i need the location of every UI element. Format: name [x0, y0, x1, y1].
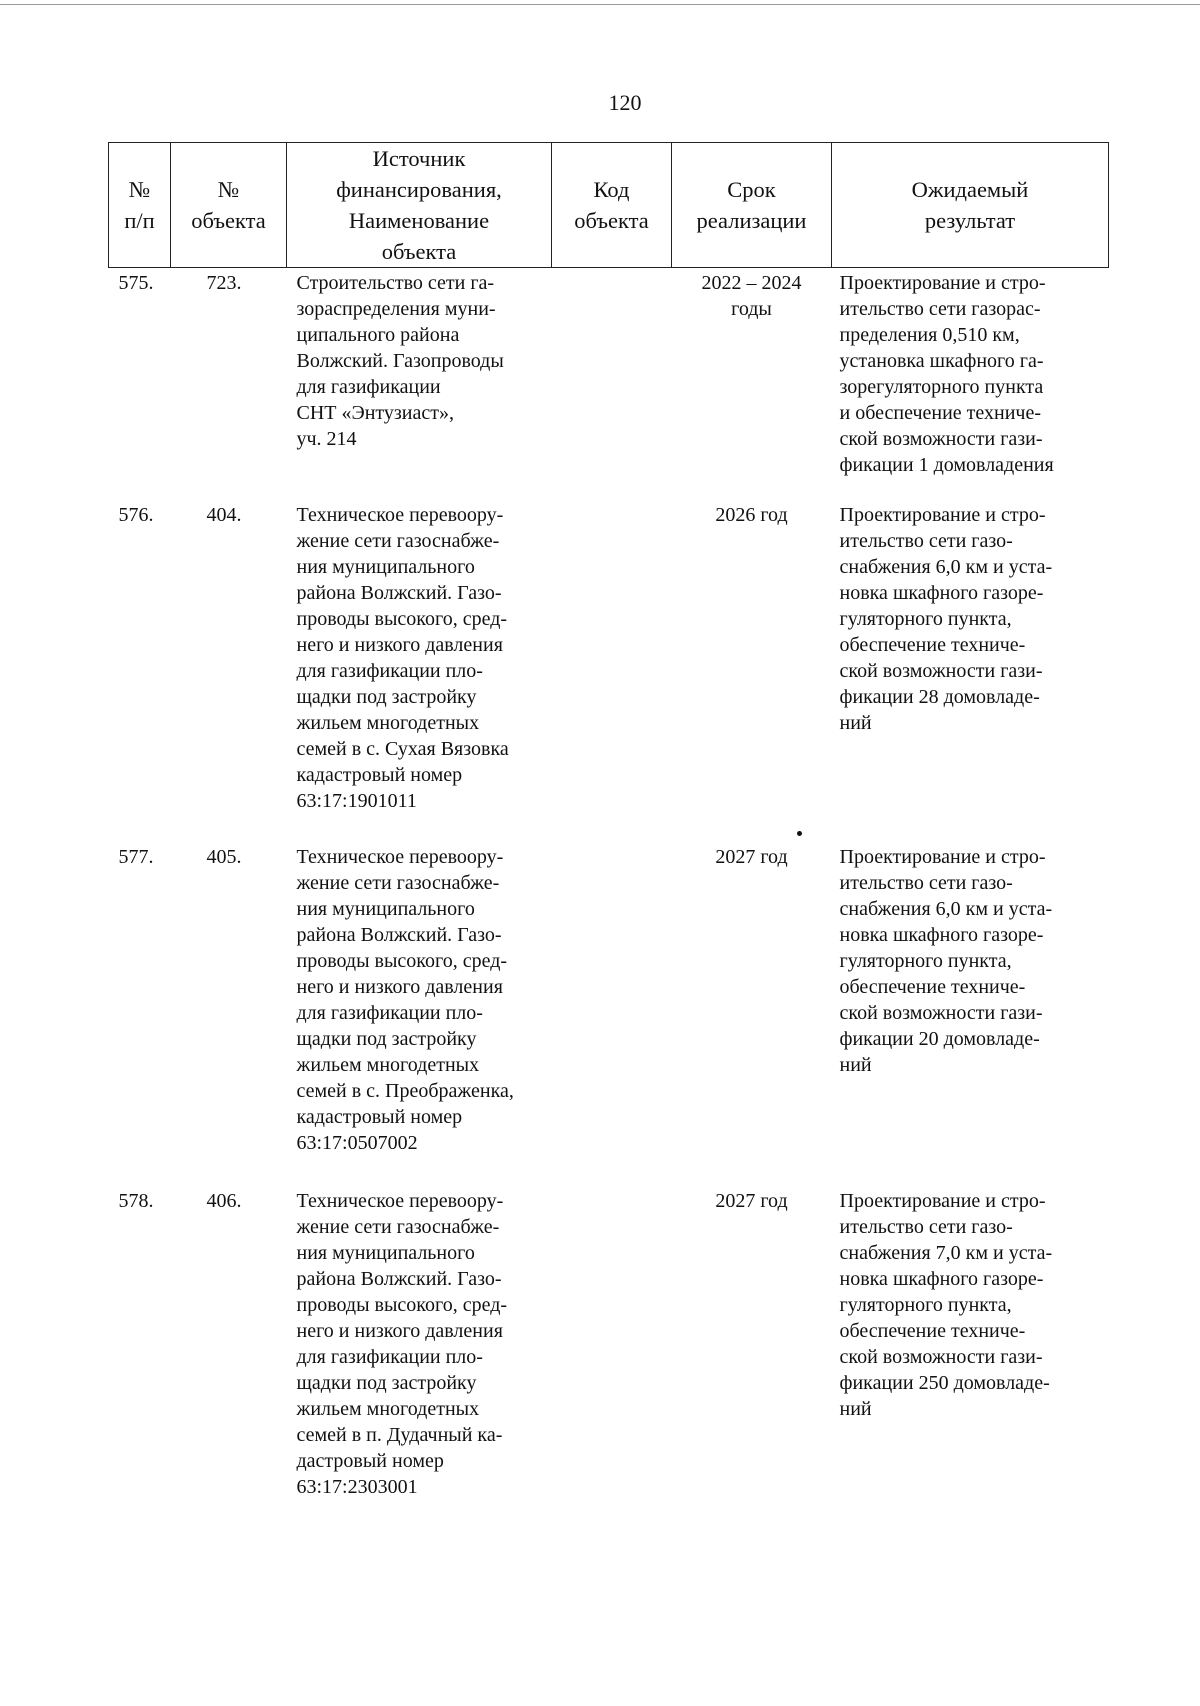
cell-np: 576. — [118, 504, 154, 526]
cell-term: 2022 – 2024 годы — [701, 272, 802, 320]
program-table — [108, 142, 1109, 1518]
cell-term: 2027 год — [715, 1190, 788, 1212]
header-code: Код объекта — [552, 143, 672, 268]
cell-result: Проектирование и стро- ительство сети газорас- пределения 0,510 км, установка шкафного га- зорегуляторного пункта и обеспечение техниче- ской возможности гази- фикации 1 домовладения — [839, 272, 1054, 476]
cell-result: Проектирование и стро- ительство сети газо- снабжения 7,0 км и уста- новка шкафного газоре- гуляторного пункта, обеспечение техниче- ской возможности гази- фикации 250 домовладе- ний — [839, 1190, 1053, 1420]
header-np: № п/п — [109, 143, 171, 268]
cell-code — [552, 268, 672, 503]
table-header — [109, 143, 1109, 268]
cell-code — [552, 844, 672, 1188]
table-row — [109, 844, 1109, 1188]
header-result: Ожидаемый результат — [832, 143, 1109, 268]
top-rule — [0, 4, 1200, 5]
scan-speck — [797, 831, 802, 836]
cell-source: Строительство сети га- зораспределения муни- ципального района Волжский. Газопроводы для газификации СНТ «Энтузиаст», уч. 214 — [296, 272, 504, 450]
cell-code — [552, 1188, 672, 1518]
table-row — [109, 502, 1109, 844]
table-row — [109, 1188, 1109, 1518]
page-number: 120 — [608, 90, 642, 115]
cell-code — [552, 502, 672, 844]
cell-term: 2027 год — [715, 846, 788, 868]
cell-source: Техническое перевоору- жение сети газоснабже- ния муниципального района Волжский. Газо- проводы высокого, сред- него и низкого давления для газификации пло- щадки под застройку жильем многодетных семей в с. Сухая Вязовка кадастровый номер 63:17:1901011 — [296, 504, 509, 812]
cell-np: 578. — [118, 1190, 154, 1212]
cell-object-no: 405. — [206, 846, 242, 868]
header-term: Срок реализации — [672, 143, 832, 268]
cell-result: Проектирование и стро- ительство сети газо- снабжения 6,0 км и уста- новка шкафного газоре- гуляторного пункта, обеспечение техниче- ской возможности гази- фикации 20 домовладе- ний — [839, 846, 1053, 1076]
cell-np: 577. — [118, 846, 154, 868]
table-header-row — [109, 143, 1109, 268]
cell-source: Техническое перевоору- жение сети газоснабже- ния муниципального района Волжский. Газо- проводы высокого, сред- него и низкого давления для газификации пло- щадки под застройку жильем многодетных семей в с. Преображенка, кадастровый номер 63:17:0507002 — [296, 846, 514, 1154]
table-row — [109, 268, 1109, 503]
cell-np: 575. — [118, 272, 154, 294]
header-object-no: № объекта — [171, 143, 287, 268]
table-body — [109, 268, 1109, 1519]
cell-object-no: 723. — [206, 272, 242, 294]
cell-object-no: 406. — [206, 1190, 242, 1212]
cell-object-no: 404. — [206, 504, 242, 526]
cell-result: Проектирование и стро- ительство сети газо- снабжения 6,0 км и уста- новка шкафного газоре- гуляторного пункта, обеспечение техниче- ской возможности гази- фикации 28 домовладе- ний — [839, 504, 1053, 734]
header-source: Источник финансирования, Наименование объекта — [287, 143, 552, 268]
cell-source: Техническое перевоору- жение сети газоснабже- ния муниципального района Волжский. Газо- проводы высокого, сред- него и низкого давления для газификации пло- щадки под застройку жильем многодетных семей в п. Дудачный ка- дастровый номер 63:17:2303001 — [296, 1190, 508, 1498]
cell-term: 2026 год — [715, 504, 788, 526]
